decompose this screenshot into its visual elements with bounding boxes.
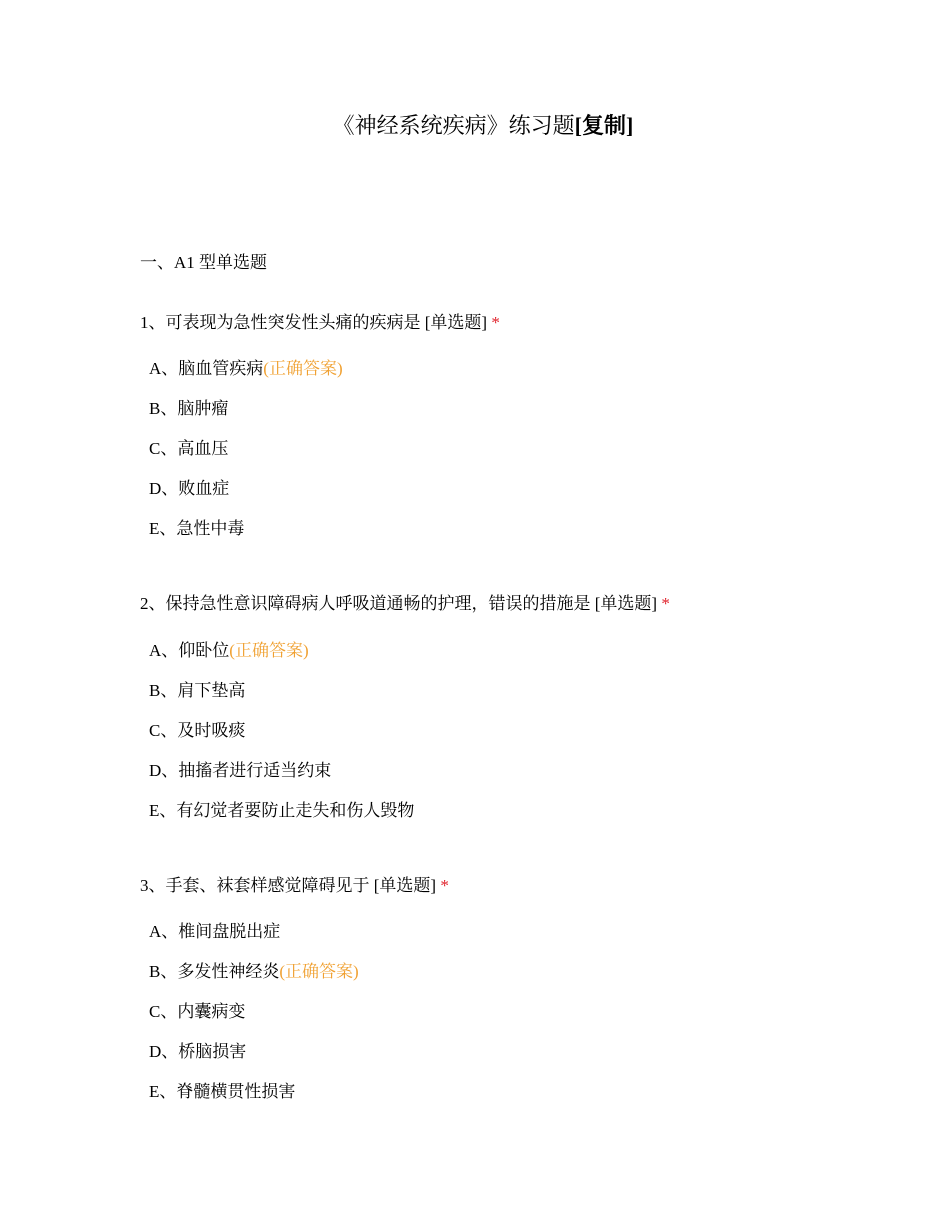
question-stem-text: 2、保持急性意识障碍病人呼吸道通畅的护理，错误的措施是 [单选题]	[140, 594, 658, 613]
option-text: D、败血症	[149, 479, 230, 498]
option-text: D、抽搐者进行适当约束	[149, 761, 332, 780]
option-b	[149, 397, 228, 421]
option-c	[149, 437, 228, 461]
option-a	[149, 639, 309, 663]
question-1	[140, 311, 900, 538]
required-mark: *	[491, 313, 500, 332]
option-c	[149, 719, 245, 743]
option-c	[149, 1000, 245, 1024]
title-main: 《神经系统疾病》练习题	[332, 113, 575, 138]
correct-answer-tag: (正确答案)	[279, 962, 359, 981]
option-b	[149, 960, 359, 984]
option-text: A、脑血管疾病	[149, 359, 264, 378]
option-e	[149, 517, 244, 541]
option-a	[149, 357, 343, 381]
option-d	[149, 1040, 246, 1064]
option-text: C、内囊病变	[149, 1002, 246, 1021]
option-e	[149, 1080, 295, 1104]
option-text: B、脑肿瘤	[149, 399, 229, 418]
option-text: C、高血压	[149, 439, 229, 458]
option-d	[149, 759, 331, 783]
option-text: E、脊髓横贯性损害	[149, 1082, 296, 1101]
required-mark: *	[440, 876, 449, 895]
question-stem	[140, 311, 900, 335]
question-stem	[140, 874, 900, 898]
option-text: A、仰卧位	[149, 641, 230, 660]
option-text: E、急性中毒	[149, 519, 245, 538]
question-2	[140, 592, 900, 820]
option-a	[149, 920, 280, 944]
question-3	[140, 874, 900, 1101]
option-text: D、桥脑损害	[149, 1042, 247, 1061]
option-e	[149, 799, 414, 823]
option-text: C、及时吸痰	[149, 721, 246, 740]
required-mark: *	[661, 594, 670, 613]
option-text: B、多发性神经炎	[149, 962, 280, 981]
question-stem-text: 3、手套、袜套样感觉障碍见于 [单选题]	[140, 876, 437, 895]
page-title	[0, 110, 950, 142]
option-text: A、椎间盘脱出症	[149, 922, 281, 941]
correct-answer-tag: (正确答案)	[229, 641, 309, 660]
option-text: B、肩下垫高	[149, 681, 246, 700]
section-heading: 一、A1 型单选题	[140, 253, 268, 272]
option-b	[149, 679, 245, 703]
correct-answer-tag: (正确答案)	[263, 359, 343, 378]
question-stem-text: 1、可表现为急性突发性头痛的疾病是 [单选题]	[140, 313, 488, 332]
option-d	[149, 477, 229, 501]
option-text: E、有幻觉者要防止走失和伤人毁物	[149, 801, 415, 820]
title-copy-tag: [复制]	[574, 113, 634, 138]
question-stem	[140, 592, 900, 616]
